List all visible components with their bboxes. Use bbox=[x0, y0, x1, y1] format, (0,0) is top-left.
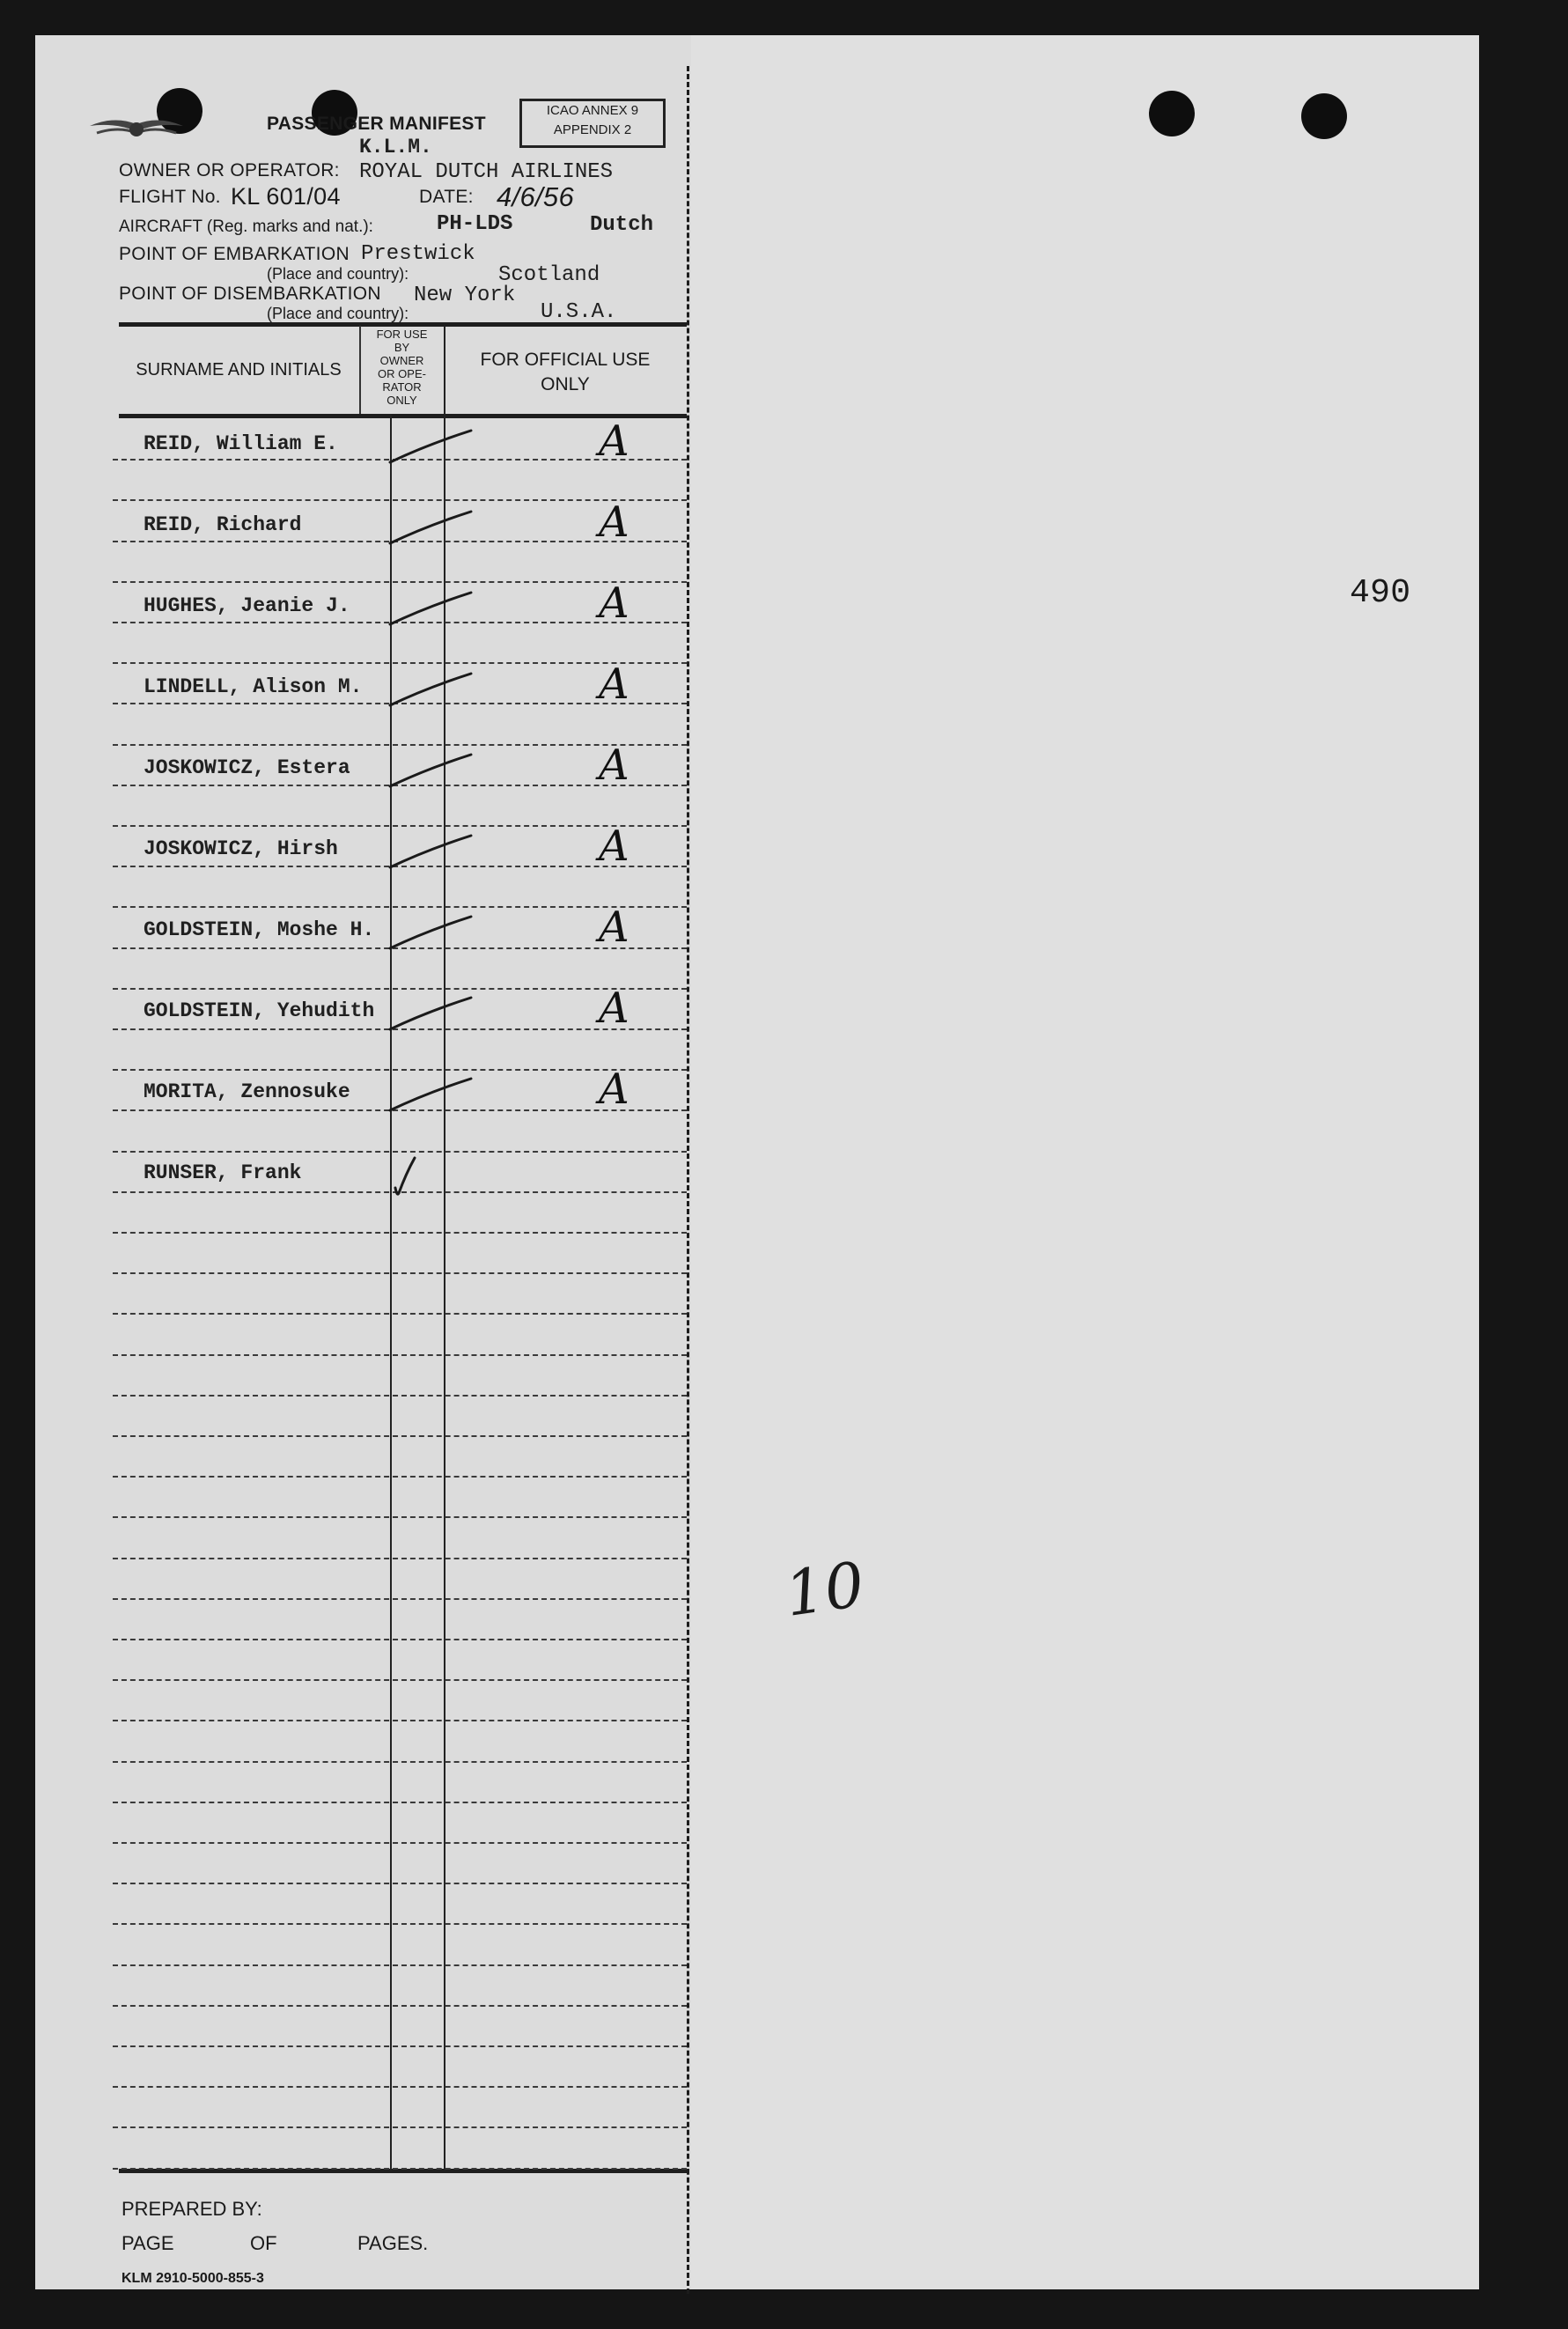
embarkation-label: POINT OF EMBARKATION bbox=[119, 244, 350, 264]
passenger-name: MORITA, Zennosuke bbox=[144, 1080, 350, 1103]
of-label: OF bbox=[250, 2232, 277, 2254]
manifest-title: PASSENGER MANIFEST bbox=[267, 114, 486, 134]
aircraft-reg: PH-LDS bbox=[437, 212, 513, 236]
table-row-rule bbox=[113, 1639, 687, 1640]
table-row bbox=[0, 1065, 696, 1128]
table-row-rule bbox=[113, 1923, 687, 1925]
table-row-rule bbox=[113, 1964, 687, 1966]
owner-use-line-4: OR OPE- bbox=[378, 367, 426, 380]
table-row bbox=[0, 579, 696, 642]
flight-label: FLIGHT No. bbox=[119, 187, 221, 207]
column-header-owner-use bbox=[361, 328, 443, 407]
operator-check-mark-icon bbox=[383, 1147, 497, 1200]
official-mark: A bbox=[599, 416, 629, 466]
blank-right-half bbox=[691, 35, 1479, 2289]
column-header-official-use bbox=[445, 348, 685, 397]
operator-check-mark-icon bbox=[383, 1066, 497, 1119]
passenger-name: REID, William E. bbox=[144, 432, 338, 455]
owner-use-line-2: BY bbox=[394, 341, 410, 354]
form-code: KLM 2910-5000-855-3 bbox=[121, 2271, 264, 2286]
table-row bbox=[0, 822, 696, 885]
table-row-rule bbox=[113, 1272, 687, 1274]
embarkation-country: Scotland bbox=[498, 263, 600, 287]
passenger-name: HUGHES, Jeanie J. bbox=[144, 594, 350, 617]
table-row-rule bbox=[113, 1598, 687, 1600]
operator-check-mark-icon bbox=[383, 418, 497, 471]
disembarkation-place: New York bbox=[414, 284, 516, 307]
passenger-name: JOSKOWICZ, Estera bbox=[144, 756, 350, 779]
passenger-name: GOLDSTEIN, Yehudith bbox=[144, 999, 375, 1022]
operator-check-mark-icon bbox=[383, 823, 497, 876]
table-row-rule bbox=[113, 2045, 687, 2047]
table-row-rule bbox=[113, 1802, 687, 1803]
operator-check-mark-icon bbox=[383, 499, 497, 552]
passenger-name: JOSKOWICZ, Hirsh bbox=[144, 837, 338, 860]
date-label: DATE: bbox=[419, 187, 474, 207]
owner-use-line-1: FOR USE bbox=[376, 328, 428, 341]
table-row bbox=[0, 984, 696, 1047]
table-row-rule bbox=[113, 1354, 687, 1356]
handwritten-passenger-count: 10 bbox=[780, 1548, 869, 1631]
table-row-rule bbox=[113, 2126, 687, 2128]
official-mark: A bbox=[599, 1065, 629, 1114]
table-row-rule bbox=[113, 2086, 687, 2088]
table-row-rule bbox=[113, 1761, 687, 1763]
passenger-name: GOLDSTEIN, Moshe H. bbox=[144, 918, 375, 941]
operator-check-mark-icon bbox=[383, 661, 497, 714]
flight-value: KL 601/04 bbox=[231, 183, 341, 210]
owner-label: OWNER OR OPERATOR: bbox=[119, 160, 340, 181]
passenger-name: RUNSER, Frank bbox=[144, 1161, 302, 1184]
aircraft-nationality: Dutch bbox=[590, 213, 654, 237]
table-row-rule bbox=[113, 1435, 687, 1437]
date-value: 4/6/56 bbox=[497, 181, 574, 212]
official-mark: A bbox=[599, 822, 629, 871]
table-row-rule bbox=[113, 1313, 687, 1315]
operator-abbreviation: K.L.M. bbox=[359, 136, 432, 158]
disembarkation-label: POINT OF DISEMBARKATION bbox=[119, 284, 381, 304]
page-label: PAGE bbox=[121, 2232, 174, 2254]
pages-label: PAGES. bbox=[357, 2232, 429, 2254]
table-row-rule bbox=[113, 1232, 687, 1234]
passenger-name: LINDELL, Alison M. bbox=[144, 675, 363, 698]
disembarkation-country: U.S.A. bbox=[541, 300, 617, 324]
column-header-surname: SURNAME AND INITIALS bbox=[136, 360, 342, 380]
official-mark: A bbox=[599, 497, 629, 547]
passenger-name: REID, Richard bbox=[144, 513, 302, 536]
table-row-rule bbox=[113, 1516, 687, 1518]
icao-line-2: APPENDIX 2 bbox=[553, 122, 632, 137]
aircraft-label: AIRCRAFT (Reg. marks and nat.): bbox=[119, 217, 373, 236]
table-row-rule bbox=[113, 1395, 687, 1397]
page-number: 490 bbox=[1350, 574, 1411, 612]
table-row bbox=[0, 416, 696, 480]
owner-use-line-3: OWNER bbox=[379, 354, 424, 367]
official-mark: A bbox=[599, 741, 629, 790]
table-row-rule bbox=[113, 1720, 687, 1721]
owner-use-line-6: ONLY bbox=[386, 394, 417, 407]
table-row-rule bbox=[113, 1558, 687, 1559]
table-row bbox=[0, 903, 696, 966]
icao-annex-box bbox=[519, 99, 666, 148]
operator-check-mark-icon bbox=[383, 742, 497, 795]
icao-line-1: ICAO ANNEX 9 bbox=[546, 103, 639, 118]
embarkation-sublabel: (Place and country): bbox=[267, 265, 409, 283]
table-row-rule bbox=[113, 1883, 687, 1884]
operator-check-mark-icon bbox=[383, 580, 497, 633]
prepared-by-label: PREPARED BY: bbox=[121, 2198, 262, 2220]
table-row-rule bbox=[113, 2005, 687, 2007]
table-row bbox=[0, 660, 696, 723]
header-rule-top bbox=[119, 322, 687, 327]
table-row bbox=[0, 497, 696, 561]
klm-wings-logo-icon bbox=[88, 110, 185, 145]
disembarkation-sublabel: (Place and country): bbox=[267, 305, 409, 322]
table-row-rule bbox=[113, 1476, 687, 1478]
official-use-line-1: FOR OFFICIAL USE bbox=[480, 350, 651, 370]
owner-value: ROYAL DUTCH AIRLINES bbox=[359, 160, 614, 184]
official-mark: A bbox=[599, 579, 629, 628]
table-row-rule bbox=[113, 2168, 687, 2170]
official-mark: A bbox=[599, 660, 629, 709]
table-row bbox=[0, 1156, 696, 1209]
owner-use-line-5: RATOR bbox=[382, 380, 422, 394]
operator-check-mark-icon bbox=[383, 904, 497, 957]
official-mark: A bbox=[599, 984, 629, 1033]
embarkation-place: Prestwick bbox=[361, 242, 475, 266]
official-use-line-2: ONLY bbox=[541, 374, 590, 394]
operator-check-mark-icon bbox=[383, 985, 497, 1038]
table-row-rule bbox=[113, 1679, 687, 1681]
table-row bbox=[0, 741, 696, 804]
table-row-rule bbox=[113, 1842, 687, 1844]
punch-hole-4 bbox=[1301, 93, 1347, 139]
punch-hole-3 bbox=[1149, 91, 1195, 136]
official-mark: A bbox=[599, 903, 629, 952]
